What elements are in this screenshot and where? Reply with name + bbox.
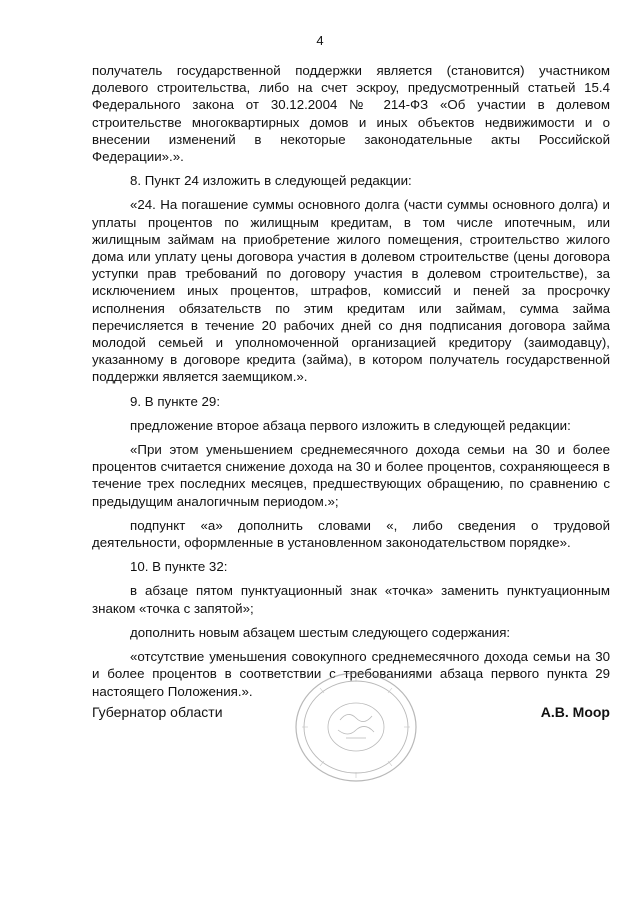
paragraph-3: «24. На погашение суммы основного долга (части суммы основного долга) и уплаты процентов по жилищным кредитам, в том числе ипотечным, или жилищным займам на приобретение жилого помещения, строительство жилого дома или уплату цены договора участия в долевом строительстве (цены договора уступки прав требований по договору участия в долевом строительстве), за исключением иных процентов, штрафов, комиссий и пеней за просрочку исполнения обязательств по этим кредитам или займам, сумма займа перечисляется в течение 20 рабочих дней со дня подписания договора займа молодой семьей и уполномоченной организацией кредитору (заимодавцу), указанному в договоре кредита (займа), в котором получатель государственной поддержки является заемщиком.». — [92, 197, 610, 385]
page-number: 4 — [316, 33, 324, 48]
document-body — [92, 62, 610, 707]
paragraph-7: подпункт «а» дополнить словами «, либо сведения о трудовой деятельности, оформленные в установленном законодательством порядке». — [92, 517, 610, 551]
paragraph-8: 10. В пункте 32: — [130, 559, 228, 575]
paragraph-10: дополнить новым абзацем шестым следующего содержания: — [130, 624, 511, 640]
paragraph-11: «отсутствие уменьшения совокупного среднемесячного дохода семьи на 30 и более процентов в соответствии с требованиями абзаца первого пункта 29 настоящего Положения.». — [92, 649, 610, 699]
signatory-name: А.В. Моор — [540, 704, 610, 720]
paragraph-2: 8. Пункт 24 изложить в следующей редакции: — [130, 173, 412, 189]
signatory-position: Губернатор области — [92, 704, 223, 720]
paragraph-1: получатель государственной поддержки является (становится) участником долевого строительства, либо на счет эскроу, предусмотренный статьей 15.4 Федерального закона от 30.12.2004 № 214-ФЗ «Об участии в долевом строительстве многоквартирных домов и иных объектов недвижимости и о внесении изменений в некоторые законодательные акты Российской Федерации».». — [92, 63, 610, 165]
paragraph-9: в абзаце пятом пунктуационный знак «точка» заменить пунктуационным знаком «точка с запятой»; — [92, 583, 610, 616]
paragraph-5: предложение второе абзаца первого изложить в следующей редакции: — [130, 417, 571, 433]
paragraph-4: 9. В пункте 29: — [130, 393, 221, 409]
official-seal-icon — [290, 668, 422, 786]
paragraph-6: «При этом уменьшением среднемесячного дохода семьи на 30 и более процентов считается снижение дохода на 30 и более процентов, сохраняющееся в течение трех последних месяцев, предшествующих обращению, по сравнению с предыдущим аналогичным периодом.»; — [92, 442, 610, 509]
